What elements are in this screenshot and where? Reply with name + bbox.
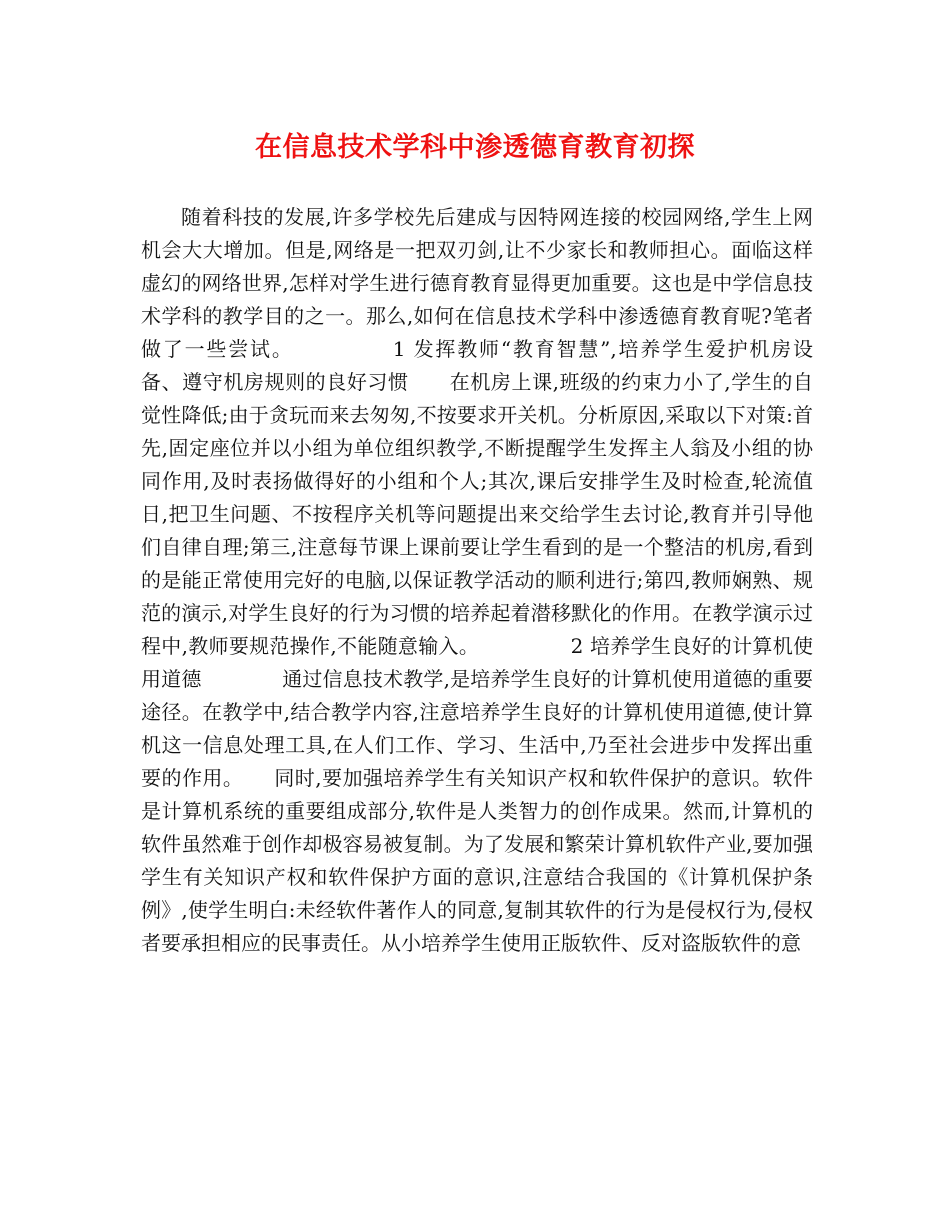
document-title: 在信息技术学科中渗透德育教育初探 (255, 132, 695, 163)
document-body-text: 随着科技的发展,许多学校先后建成与因特网连接的校园网络,学生上网机会大大增加。但是,网络是一把双刃剑,让不少家长和教师担心。面临这样虚幻的网络世界,怎样对学生进行德育教育显得更加重要。这也是中学信息技术学科的教学目的之一。那么,如何在信息技术学科中渗透德育教育呢?笔者做了一些尝试。 1 发挥教师“教育智慧”,培养学生爱护机房设 备、遵守机房规则的良好习惯 在机房上课,班级的约束力小了,学生的自觉性降低;由于贪玩而来去匆匆,不按要求开关机。分析原因,采取以下对策:首先,固定座位并以小组为单位组织教学,不断提醒学生发挥主人翁及小组的协同作用,及时表扬做得好的小组和个人;其次,课后安排学生及时检查,轮流值日,把卫生问题、不按程序关机等问题提出来交给学生去讨论,教育并引导他们自律自理;第三,注意每节课上课前要让学生看到的是一个整洁的机房,看到的是能正常使用完好的电脑,以保证教学活动的顺利进行;第四,教师娴熟、规范的演示,对学生良好的行为习惯的培养起着潜移默化的作用。在教学演示过程中,教师要规范操作,不能随意输入。 2 培养学生良好的计算机使用道德 通过信息技术教学,是培养学生良好的计算机使用道德的重要途径。在教学中,结合教学内容,注意培养学生良好的计算机使用道德,使计算机这一信息处理工具,在人们工作、学习、生活中,乃至社会进步中发挥出重要的作用。 同时,要加强培养学生有关知识产权和软件保护的意识。软件是计算机系统的重要组成部分,软件是人类智力的创作成果。然而,计算机的软件虽然难于创作却极容易被复制。为了发展和繁荣计算机软件产业,要加强学生有关知识产权和软件保护方面的意识,注意结合我国的《计算机保护条例》,使学生明白:未经软件著作人的同意,复制其软件的行为是侵权行为,侵权者要承担相应的民事责任。从小培养学生使用正版软件、反对盗版软件的意 (141, 205, 913, 955)
